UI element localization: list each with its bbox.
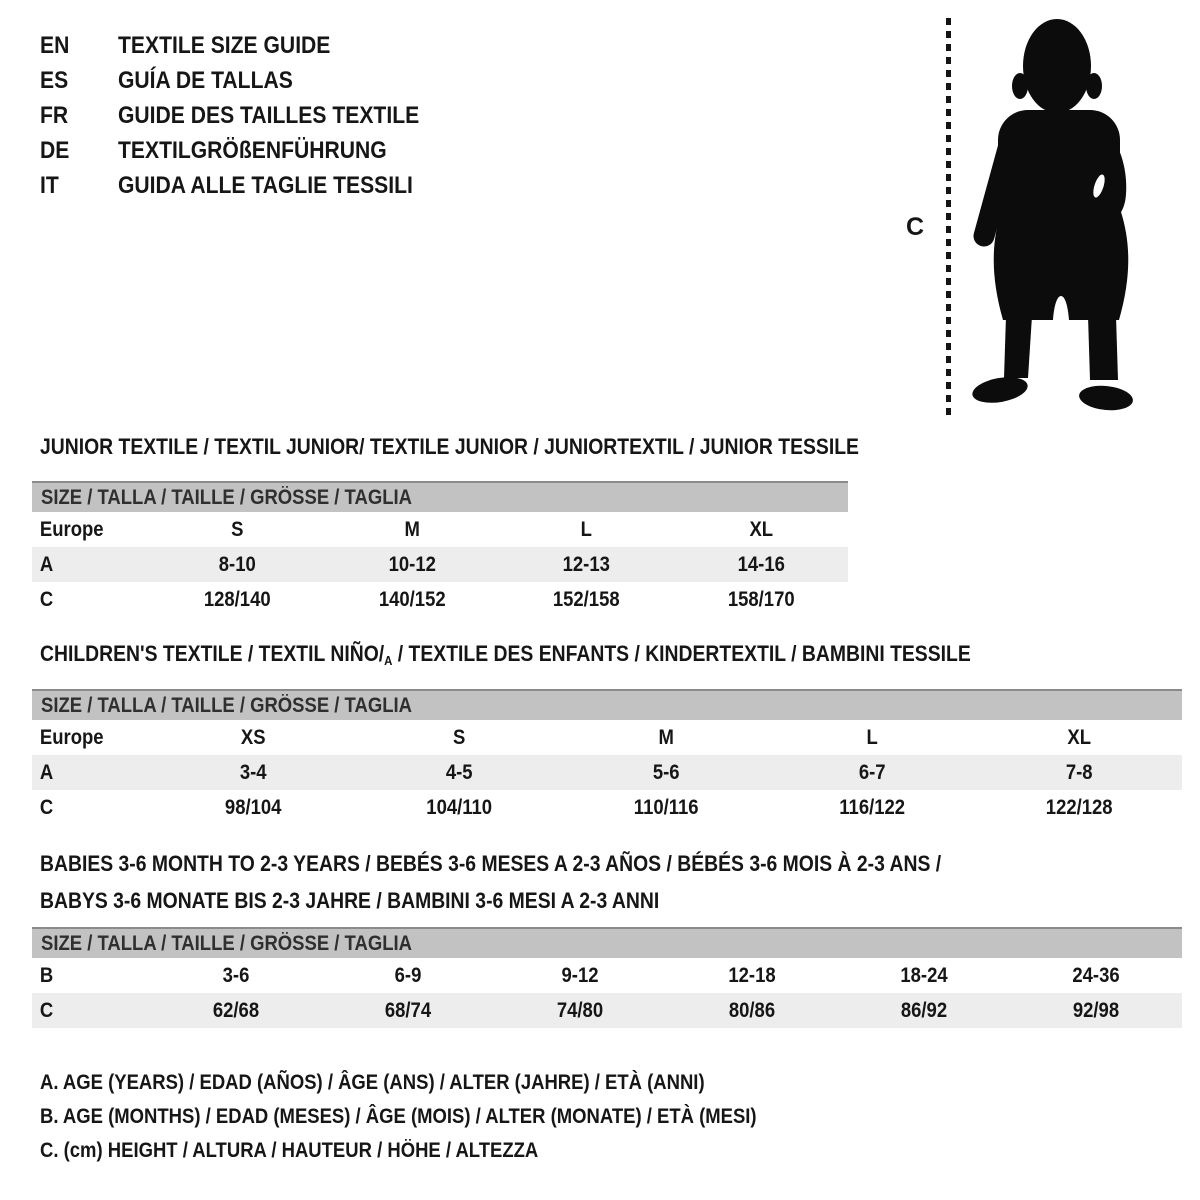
height-measure-label: C <box>906 213 925 241</box>
children-section-title <box>40 641 971 667</box>
language-title-list <box>40 28 460 203</box>
row-label: A <box>39 552 54 576</box>
babies-size-table <box>32 927 1182 1028</box>
table-cell: 6-7 <box>859 760 886 784</box>
table-cell: M <box>404 517 420 541</box>
legend-text: C. (cm) HEIGHT / ALTURA / HAUTEUR / HÖHE / ALTEZZA <box>40 1139 539 1162</box>
size-header-text: SIZE / TALLA / TAILLE / GRÖSSE / TAGLIA <box>41 693 412 717</box>
table-cell: 5-6 <box>652 760 680 784</box>
table-cell: L <box>580 517 592 541</box>
table-cell: 8-10 <box>218 552 256 576</box>
lang-code-en: EN <box>40 31 70 59</box>
table-cell: 10-12 <box>388 552 436 576</box>
table-cell: 110/116 <box>633 795 699 819</box>
size-header-bar <box>32 481 848 512</box>
toddler-silhouette <box>968 16 1138 420</box>
legend-text: B. AGE (MONTHS) / EDAD (MESES) / ÂGE (MOIS) / ALTER (MONATE) / ETÀ (MESI) <box>40 1105 757 1128</box>
table-cell: 62/68 <box>212 998 260 1022</box>
size-header-bar <box>32 689 1182 720</box>
row-label: A <box>39 760 54 784</box>
lang-row-fr <box>40 98 460 133</box>
table-row-age-years <box>32 547 848 582</box>
table-cell: 68/74 <box>384 998 432 1022</box>
table-cell: S <box>453 725 466 749</box>
row-label: C <box>39 998 54 1022</box>
lang-title-de: TEXTILGRÖßENFÜHRUNG <box>118 136 387 164</box>
table-cell: 3-4 <box>239 760 267 784</box>
table-cell: 152/158 <box>552 587 620 611</box>
table-row-height <box>32 582 848 617</box>
table-cell: 92/98 <box>1072 998 1120 1022</box>
legend-age-years <box>40 1066 854 1100</box>
table-cell: 128/140 <box>203 587 271 611</box>
table-cell: 24-36 <box>1072 963 1120 987</box>
table-row-height <box>32 790 1182 825</box>
table-cell: 104/110 <box>426 795 493 819</box>
table-cell: 12-13 <box>562 552 610 576</box>
table-cell: M <box>658 725 674 749</box>
table-cell: 74/80 <box>556 998 604 1022</box>
table-cell: 4-5 <box>446 760 473 784</box>
lang-row-es <box>40 63 460 98</box>
table-cell: 158/170 <box>727 587 795 611</box>
junior-size-table <box>32 481 848 617</box>
children-size-table <box>32 689 1182 825</box>
legend-height <box>40 1134 854 1168</box>
lang-code-fr: FR <box>40 101 69 129</box>
legend-age-months <box>40 1100 854 1134</box>
row-label: C <box>39 795 54 819</box>
table-cell: XL <box>748 517 773 541</box>
table-cell: 122/128 <box>1045 795 1113 819</box>
children-title-subscript: A <box>384 653 393 668</box>
babies-title-line1: BABIES 3-6 MONTH TO 2-3 YEARS / BEBÉS 3-6 MESES A 2-3 AÑOS / BÉBÉS 3-6 MOIS À 2-3 ANS / <box>40 851 942 876</box>
lang-title-es: GUÍA DE TALLAS <box>118 66 293 94</box>
legend-text: A. AGE (YEARS) / EDAD (AÑOS) / ÂGE (ANS) / ALTER (JAHRE) / ETÀ (ANNI) <box>40 1071 705 1094</box>
lang-row-de <box>40 133 460 168</box>
table-cell: 6-9 <box>394 963 422 987</box>
children-title-text: / TEXTILE DES ENFANTS / KINDERTEXTIL / BAMBINI TESSILE <box>392 641 971 666</box>
table-row-age-months <box>32 958 1182 993</box>
row-label: B <box>39 963 54 987</box>
table-row-europe <box>32 512 848 547</box>
lang-title-en: TEXTILE SIZE GUIDE <box>118 31 331 59</box>
babies-title-line2: BABYS 3-6 MONATE BIS 2-3 JAHRE / BAMBINI 3-6 MESI A 2-3 ANNI <box>40 888 660 913</box>
table-cell: XL <box>1066 725 1091 749</box>
table-cell: S <box>231 517 244 541</box>
lang-title-fr: GUIDE DES TAILLES TEXTILE <box>118 101 420 129</box>
table-cell: 12-18 <box>728 963 776 987</box>
height-dashed-line <box>946 18 951 415</box>
measure-legend <box>40 1066 854 1168</box>
table-cell: 116/122 <box>839 795 906 819</box>
lang-code-it: IT <box>40 171 59 199</box>
size-header-text: SIZE / TALLA / TAILLE / GRÖSSE / TAGLIA <box>41 485 412 509</box>
table-cell: L <box>866 725 879 749</box>
table-cell: 80/86 <box>728 998 776 1022</box>
table-row-age-years <box>32 755 1182 790</box>
lang-code-es: ES <box>40 66 69 94</box>
junior-section-title: JUNIOR TEXTILE / TEXTIL JUNIOR/ TEXTILE JUNIOR / JUNIORTEXTIL / JUNIOR TESSILE <box>40 434 859 459</box>
table-row-europe <box>32 720 1182 755</box>
lang-code-de: DE <box>40 136 70 164</box>
size-header-text: SIZE / TALLA / TAILLE / GRÖSSE / TAGLIA <box>41 931 412 955</box>
size-header-bar <box>32 927 1182 958</box>
table-cell: 18-24 <box>900 963 948 987</box>
row-label: Europe <box>39 725 104 749</box>
table-cell: XS <box>240 725 266 749</box>
table-cell: 140/152 <box>378 587 446 611</box>
children-title-text: CHILDREN'S TEXTILE / TEXTIL NIÑO/ <box>40 641 385 666</box>
lang-row-it <box>40 168 460 203</box>
table-cell: 9-12 <box>561 963 599 987</box>
row-label: Europe <box>39 517 104 541</box>
table-row-height <box>32 993 1182 1028</box>
babies-section-title <box>40 845 941 919</box>
lang-row-en <box>40 28 460 63</box>
row-label: C <box>39 587 54 611</box>
table-cell: 14-16 <box>737 552 785 576</box>
table-cell: 7-8 <box>1065 760 1093 784</box>
table-cell: 98/104 <box>224 795 282 819</box>
lang-title-it: GUIDA ALLE TAGLIE TESSILI <box>118 171 413 199</box>
table-cell: 86/92 <box>900 998 948 1022</box>
table-cell: 3-6 <box>222 963 250 987</box>
